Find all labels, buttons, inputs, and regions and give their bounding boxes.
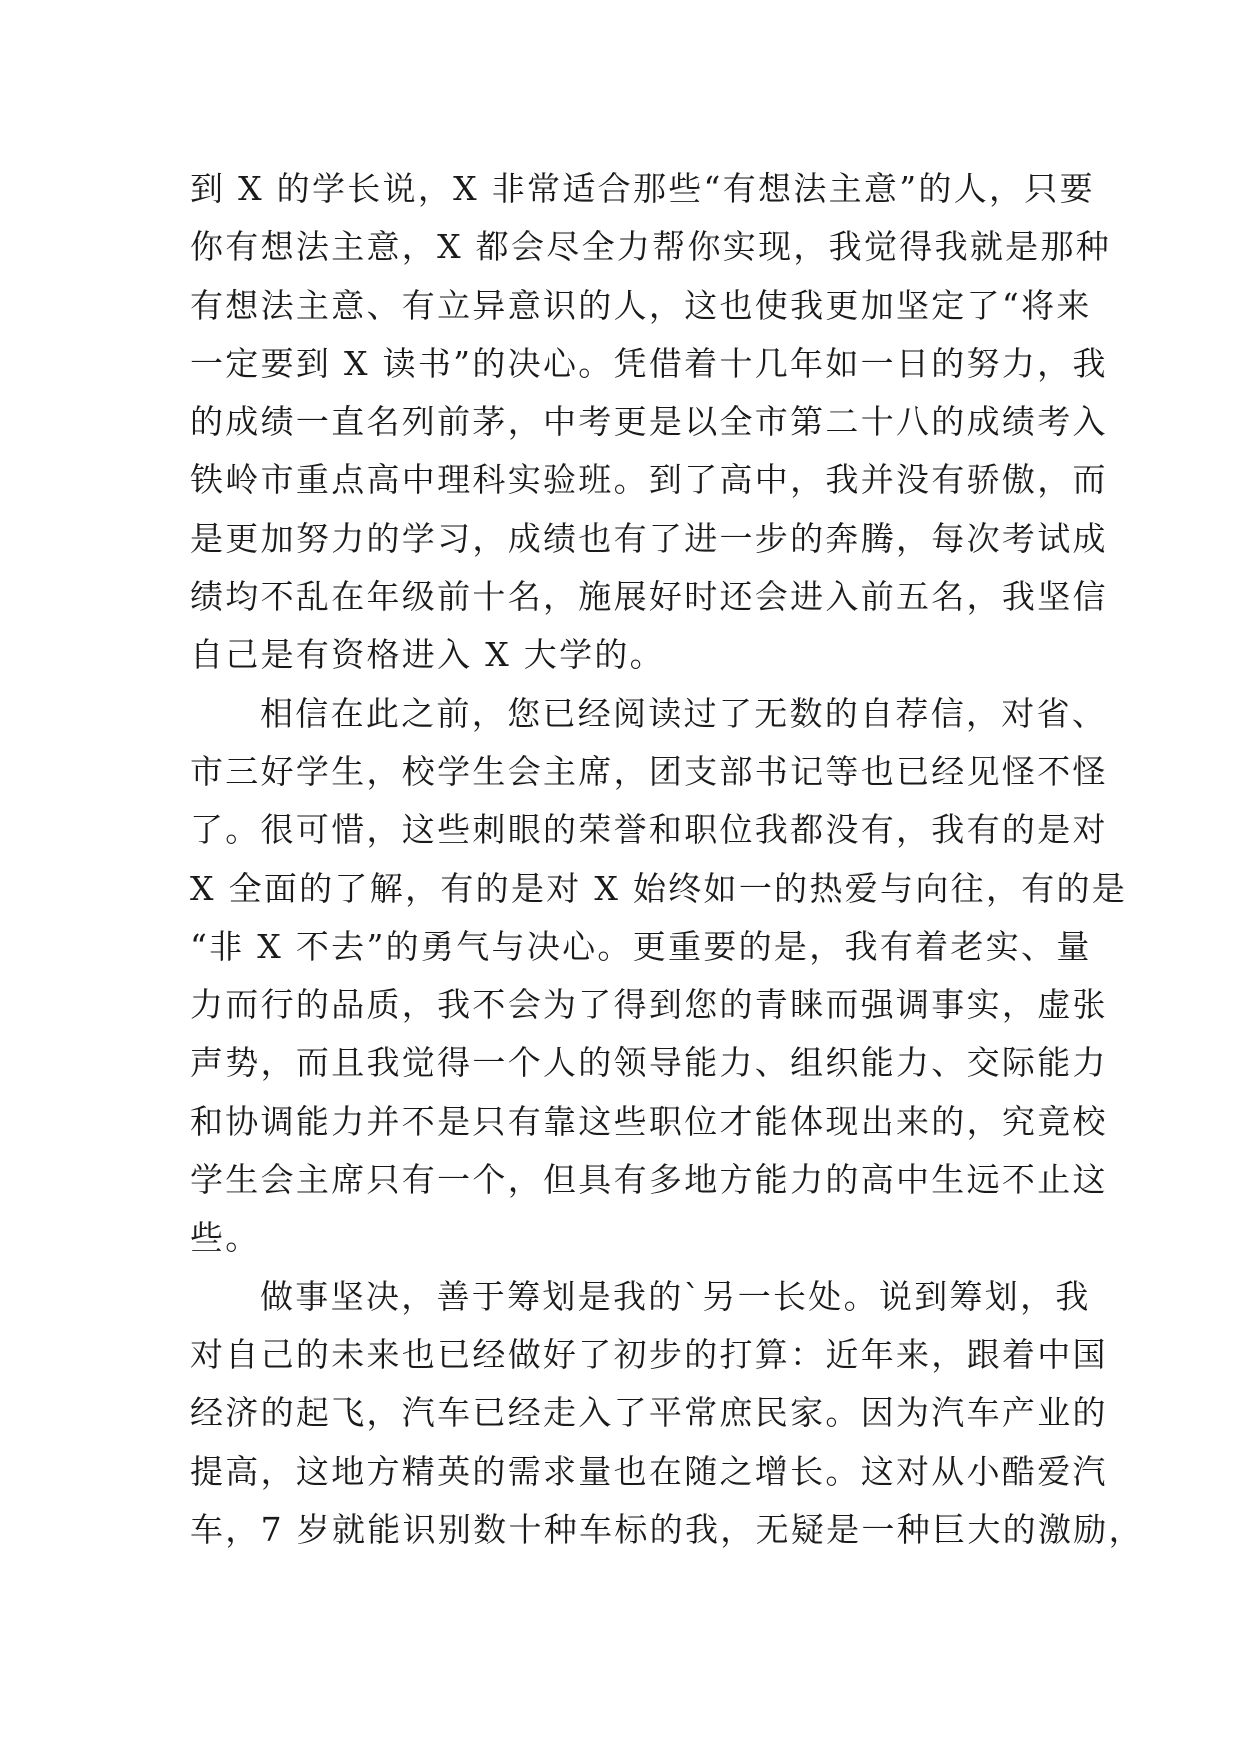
text-line: 声势，而且我觉得一个人的领导能力、组织能力、交际能力	[190, 1043, 1108, 1083]
text-line: 你有想法主意，X 都会尽全力帮你实现，我觉得我就是那种	[190, 227, 1112, 267]
text-line: 到 X 的学长说，X 非常适合那些“有想法主意”的人，只要	[190, 169, 1095, 208]
text-line: 和协调能力并不是只有靠这些职位才能体现出来的，究竟校	[190, 1101, 1108, 1141]
text-line: “非 X 不去”的勇气与决心。更重要的是，我有着老实、量	[190, 926, 1092, 966]
text-line: 绩均不乱在年级前十名，施展好时还会进入前五名，我坚信	[190, 577, 1108, 617]
text-line: 了。很可惜，这些刺眼的荣誉和职位我都没有，我有的是对	[190, 810, 1108, 850]
text-line: 提高，这地方精英的需求量也在随之增长。这对从小酷爱汽	[190, 1451, 1108, 1491]
text-line: 是更加努力的学习，成绩也有了进一步的奔腾，每次考试成	[190, 518, 1108, 558]
body-text	[190, 160, 1144, 1559]
text-line: 有想法主意、有立异意识的人，这也使我更加坚定了“将来	[190, 285, 1092, 325]
text-line: 经济的起飞，汽车已经走入了平常庶民家。因为汽车产业的	[190, 1393, 1108, 1433]
text-line: 的成绩一直名列前茅，中考更是以全市第二十八的成绩考入	[190, 402, 1108, 442]
text-line: X 全面的了解，有的是对 X 始终如一的热爱与向往，有的是	[190, 868, 1128, 908]
text-line: 铁岭市重点高中理科实验班。到了高中，我并没有骄傲，而	[190, 460, 1108, 500]
text-line: 自己是有资格进入 X 大学的。	[190, 635, 665, 675]
text-line: 些。	[190, 1218, 261, 1258]
paragraph-first-line: 做事坚决，善于筹划是我的`另一长处。说到筹划，我	[260, 1276, 1091, 1316]
text-line: 车，7 岁就能识别数十种车标的我，无疑是一种巨大的激励，	[190, 1509, 1144, 1549]
paragraph-first-line: 相信在此之前，您已经阅读过了无数的自荐信，对省、	[260, 693, 1108, 733]
text-line: 学生会主席只有一个，但具有多地方能力的高中生远不止这	[190, 1160, 1108, 1200]
text-line: 市三好学生，校学生会主席，团支部书记等也已经见怪不怪	[190, 751, 1108, 791]
text-line: 对自己的未来也已经做好了初步的打算：近年来，跟着中国	[190, 1334, 1108, 1374]
text-line: 一定要到 X 读书”的决心。凭借着十几年如一日的努力，我	[190, 343, 1108, 383]
text-line: 力而行的品质，我不会为了得到您的青睐而强调事实，虚张	[190, 985, 1108, 1025]
